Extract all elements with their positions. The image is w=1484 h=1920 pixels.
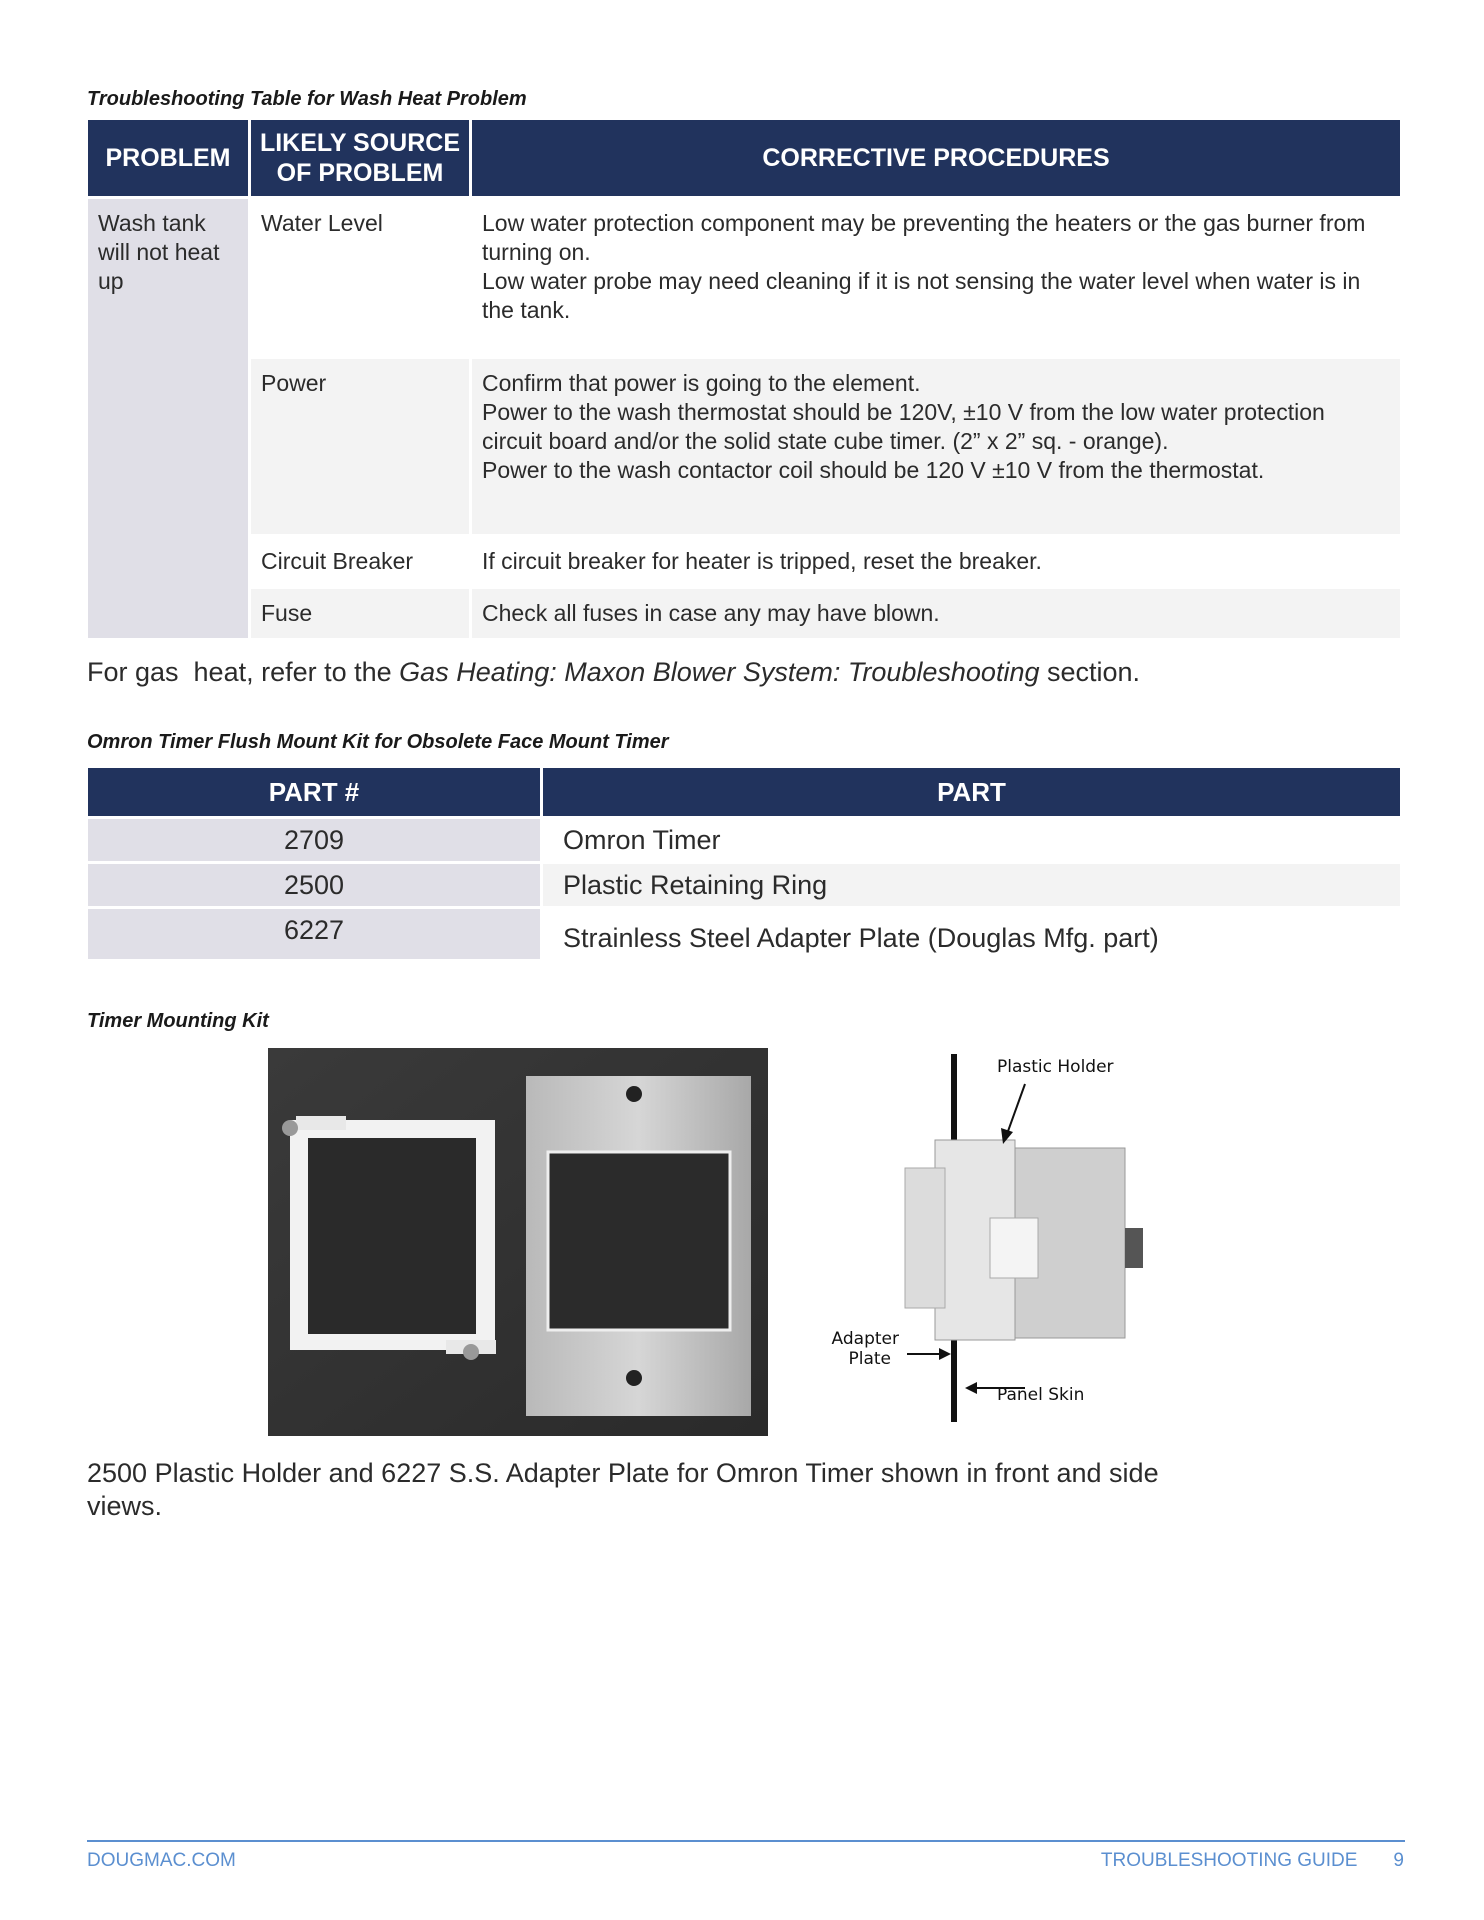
- holder-clip: [990, 1218, 1038, 1278]
- header-likely-source-line1: LIKELY SOURCE: [259, 129, 461, 157]
- timer-terminal: [1125, 1228, 1143, 1268]
- gas-note-reference: Gas Heating: Maxon Blower System: Troubleshooting: [399, 657, 1040, 687]
- procedure-line: Confirm that power is going to the element.: [482, 370, 921, 396]
- table-row: [88, 909, 1400, 959]
- table-header-row: [88, 120, 1400, 196]
- procedure-cell: [472, 359, 1400, 534]
- plastic-holder-arrow: [1007, 1084, 1025, 1134]
- part-name-cell: Plastic Retaining Ring: [543, 864, 1400, 906]
- procedure-cell: [472, 589, 1400, 638]
- procedure-cell: [472, 537, 1400, 586]
- table-row: [88, 537, 1400, 586]
- gas-heat-note: [87, 657, 1140, 688]
- part-number-cell: 6227: [88, 909, 540, 959]
- wash-heat-table: [85, 117, 1403, 641]
- source-cell: Circuit Breaker: [251, 537, 469, 586]
- plastic-holder-image: [282, 1116, 496, 1360]
- footer-divider: [87, 1840, 1405, 1842]
- gas-note-suffix: section.: [1039, 657, 1141, 687]
- procedure-line: Low water probe may need cleaning if it is not sensing the water level when water is in the tank.: [482, 268, 1361, 323]
- parts-table: [85, 765, 1403, 962]
- page-number: 9: [1393, 1850, 1404, 1871]
- timer-kit-front-photo: [268, 1048, 768, 1436]
- timer-kit-side-diagram: [785, 1048, 1185, 1436]
- source-cell: Power: [251, 359, 469, 534]
- label-adapter-2: Plate: [848, 1349, 891, 1369]
- table-row: [88, 819, 1400, 861]
- label-panel-skin: Panel Skin: [997, 1385, 1085, 1405]
- label-adapter-1: Adapter: [831, 1329, 899, 1349]
- table2-title: Omron Timer Flush Mount Kit for Obsolete Face Mount Timer: [87, 731, 669, 753]
- part-number-cell: 2500: [88, 864, 540, 906]
- figure-caption: 2500 Plastic Holder and 6227 S.S. Adapter Plate for Omron Timer shown in front and side views.: [87, 1458, 1159, 1521]
- footer-guide-title: TROUBLESHOOTING GUIDE: [1100, 1850, 1358, 1871]
- part-name-cell: Omron Timer: [543, 819, 1400, 861]
- table-row: [88, 199, 1400, 356]
- header-part: PART: [543, 768, 1400, 816]
- header-likely-source: [251, 120, 469, 196]
- header-part-number: PART #: [88, 768, 540, 816]
- procedure-line: Low water protection component may be preventing the heaters or the gas burner from turning on.: [482, 210, 1366, 265]
- adapter-plate-arrowhead: [939, 1348, 951, 1360]
- footer-guide-info: [1101, 1850, 1404, 1872]
- table-row: [88, 359, 1400, 534]
- procedure-line: If circuit breaker for heater is tripped, reset the breaker.: [482, 548, 1042, 574]
- problem-cell: Wash tank will not heat up: [88, 199, 248, 638]
- procedure-cell: [472, 199, 1400, 356]
- source-cell: Fuse: [251, 589, 469, 638]
- table-header-row: [88, 768, 1400, 816]
- header-likely-source-line2: OF PROBLEM: [276, 159, 444, 187]
- footer-site-link[interactable]: DOUGMAC.COM: [87, 1850, 236, 1871]
- procedure-line: Power to the wash thermostat should be 120V, ±10 V from the low water protection circuit board and/or the solid state cube timer. (2” x 2” sq. - orange).: [482, 399, 1325, 454]
- adapter-plate-image: [526, 1076, 751, 1416]
- part-name-cell: Strainless Steel Adapter Plate (Douglas Mfg. part): [543, 909, 1400, 959]
- timer-front: [905, 1168, 945, 1308]
- figure-title: Timer Mounting Kit: [87, 1010, 269, 1032]
- gas-note-prefix: For gas heat, refer to the: [87, 657, 400, 687]
- table-row: [88, 864, 1400, 906]
- panel-skin-arrowhead: [965, 1382, 977, 1394]
- header-problem: PROBLEM: [88, 120, 248, 196]
- table1-title: Troubleshooting Table for Wash Heat Problem: [87, 88, 527, 110]
- table-row: [88, 589, 1400, 638]
- source-cell: Water Level: [251, 199, 469, 356]
- procedure-line: Check all fuses in case any may have blown.: [482, 600, 940, 626]
- label-plastic-holder: Plastic Holder: [997, 1057, 1114, 1077]
- part-number-cell: 2709: [88, 819, 540, 861]
- header-corrective-procedures: CORRECTIVE PROCEDURES: [472, 120, 1400, 196]
- procedure-line: Power to the wash contactor coil should be 120 V ±10 V from the thermostat.: [482, 457, 1265, 483]
